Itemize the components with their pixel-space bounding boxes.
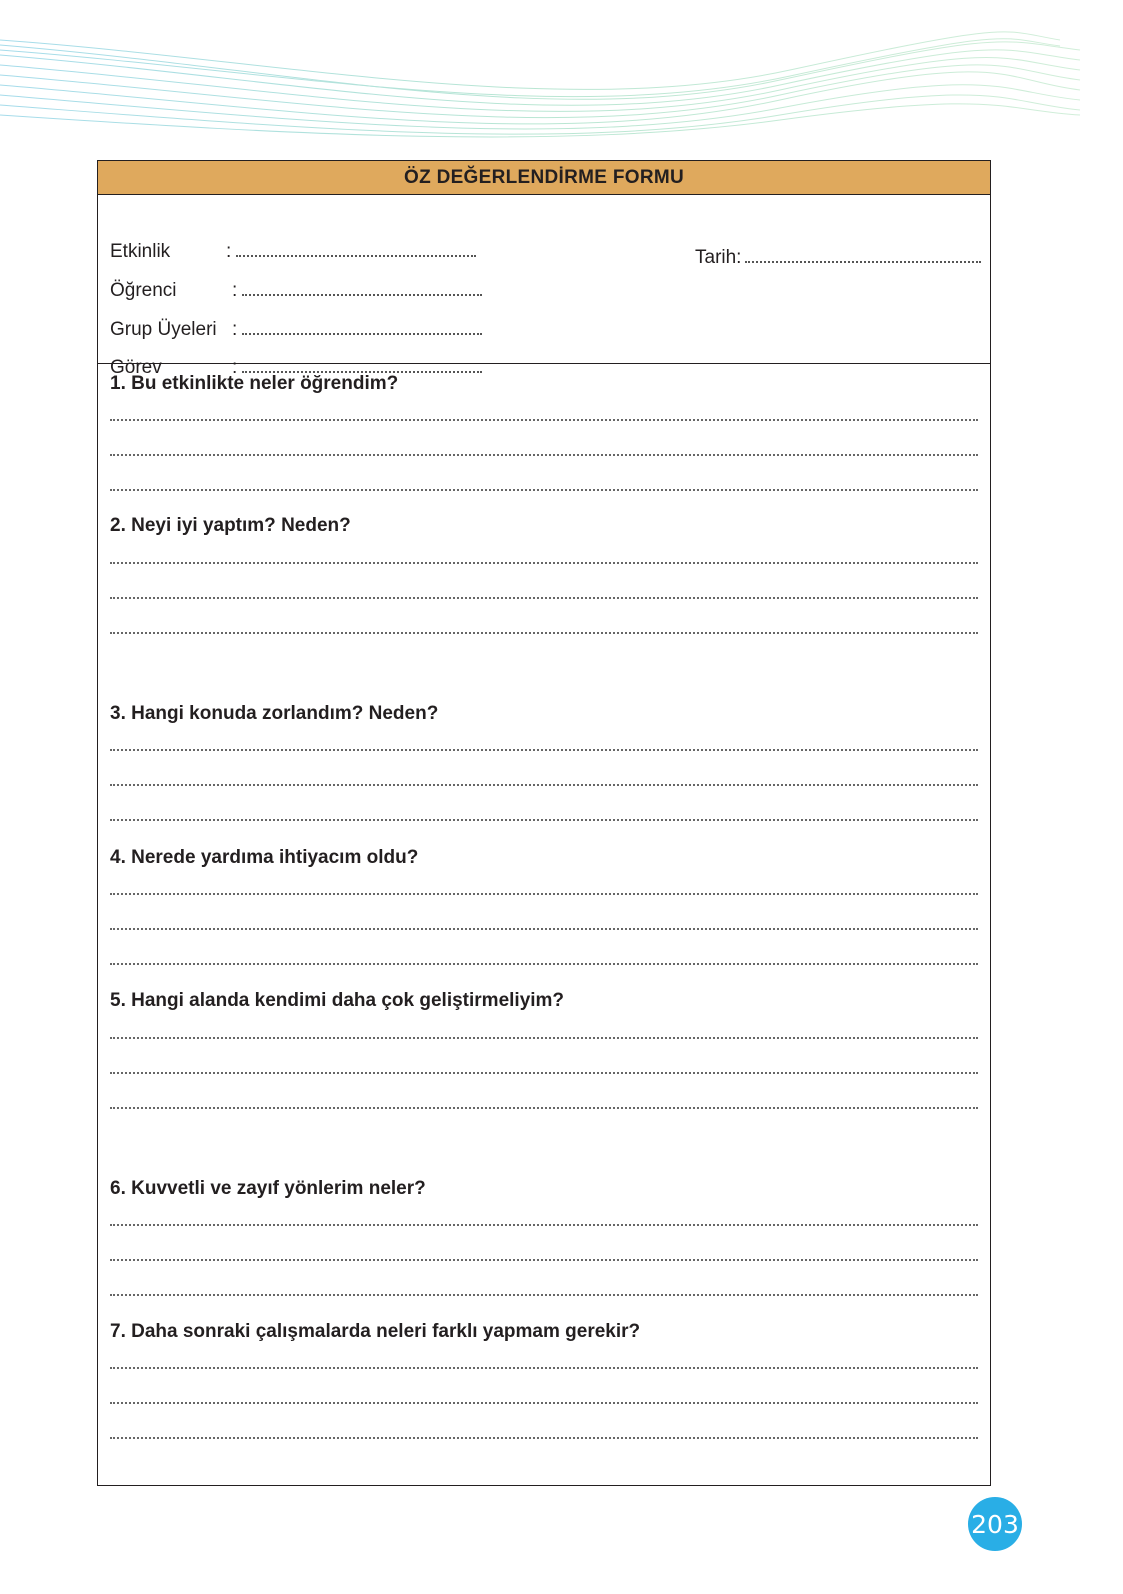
- student-row: [110, 278, 482, 302]
- answer-line[interactable]: [110, 1259, 978, 1261]
- group-row: [110, 317, 482, 341]
- answer-line[interactable]: [110, 1072, 978, 1074]
- colon: :: [232, 319, 238, 340]
- answer-line[interactable]: [110, 893, 978, 895]
- decorative-wave: [0, 0, 1123, 160]
- answer-line[interactable]: [110, 749, 978, 751]
- answer-line[interactable]: [110, 597, 978, 599]
- question-5: 5. Hangi alanda kendimi daha çok geliştirmeliyim?: [110, 990, 565, 1011]
- answer-line[interactable]: [110, 1294, 978, 1296]
- colon: :: [232, 280, 238, 301]
- answer-line[interactable]: [110, 1107, 978, 1109]
- answer-line[interactable]: [110, 1037, 978, 1039]
- answer-line[interactable]: [110, 1367, 978, 1369]
- group-field[interactable]: [242, 317, 482, 335]
- page-number-badge: 203: [968, 1497, 1022, 1551]
- answer-line[interactable]: [110, 1402, 978, 1404]
- date-field[interactable]: [745, 245, 981, 263]
- colon: :: [232, 357, 238, 378]
- student-label: Öğrenci: [110, 280, 177, 301]
- task-field[interactable]: [242, 355, 482, 373]
- student-field[interactable]: [242, 278, 482, 296]
- colon: :: [226, 241, 232, 262]
- date-row: [695, 245, 981, 269]
- question-7: 7. Daha sonraki çalışmalarda neleri farklı yapmam gerekir?: [110, 1321, 641, 1342]
- answer-line[interactable]: [110, 1224, 978, 1226]
- answer-line[interactable]: [110, 632, 978, 634]
- answer-line[interactable]: [110, 419, 978, 421]
- answer-line[interactable]: [110, 963, 978, 965]
- task-label: Görev: [110, 357, 162, 378]
- activity-field[interactable]: [236, 239, 476, 257]
- form-title: ÖZ DEĞERLENDİRME FORMU: [98, 161, 990, 195]
- answer-line[interactable]: [110, 489, 978, 491]
- answer-line[interactable]: [110, 1437, 978, 1439]
- self-evaluation-form: [97, 160, 991, 1486]
- activity-row: [110, 239, 476, 263]
- question-2: 2. Neyi iyi yaptım? Neden?: [110, 515, 351, 536]
- answer-line[interactable]: [110, 819, 978, 821]
- question-6: 6. Kuvvetli ve zayıf yönlerim neler?: [110, 1178, 426, 1199]
- question-4: 4. Nerede yardıma ihtiyacım oldu?: [110, 847, 419, 868]
- answer-line[interactable]: [110, 562, 978, 564]
- answer-line[interactable]: [110, 784, 978, 786]
- activity-label: Etkinlik: [110, 241, 171, 262]
- group-label: Grup Üyeleri: [110, 319, 217, 340]
- question-1: 1. Bu etkinlikte neler öğrendim?: [110, 373, 399, 394]
- answer-line[interactable]: [110, 928, 978, 930]
- date-label: Tarih:: [695, 247, 742, 268]
- question-3: 3. Hangi konuda zorlandım? Neden?: [110, 703, 439, 724]
- answer-line[interactable]: [110, 454, 978, 456]
- form-info-section: [98, 195, 990, 378]
